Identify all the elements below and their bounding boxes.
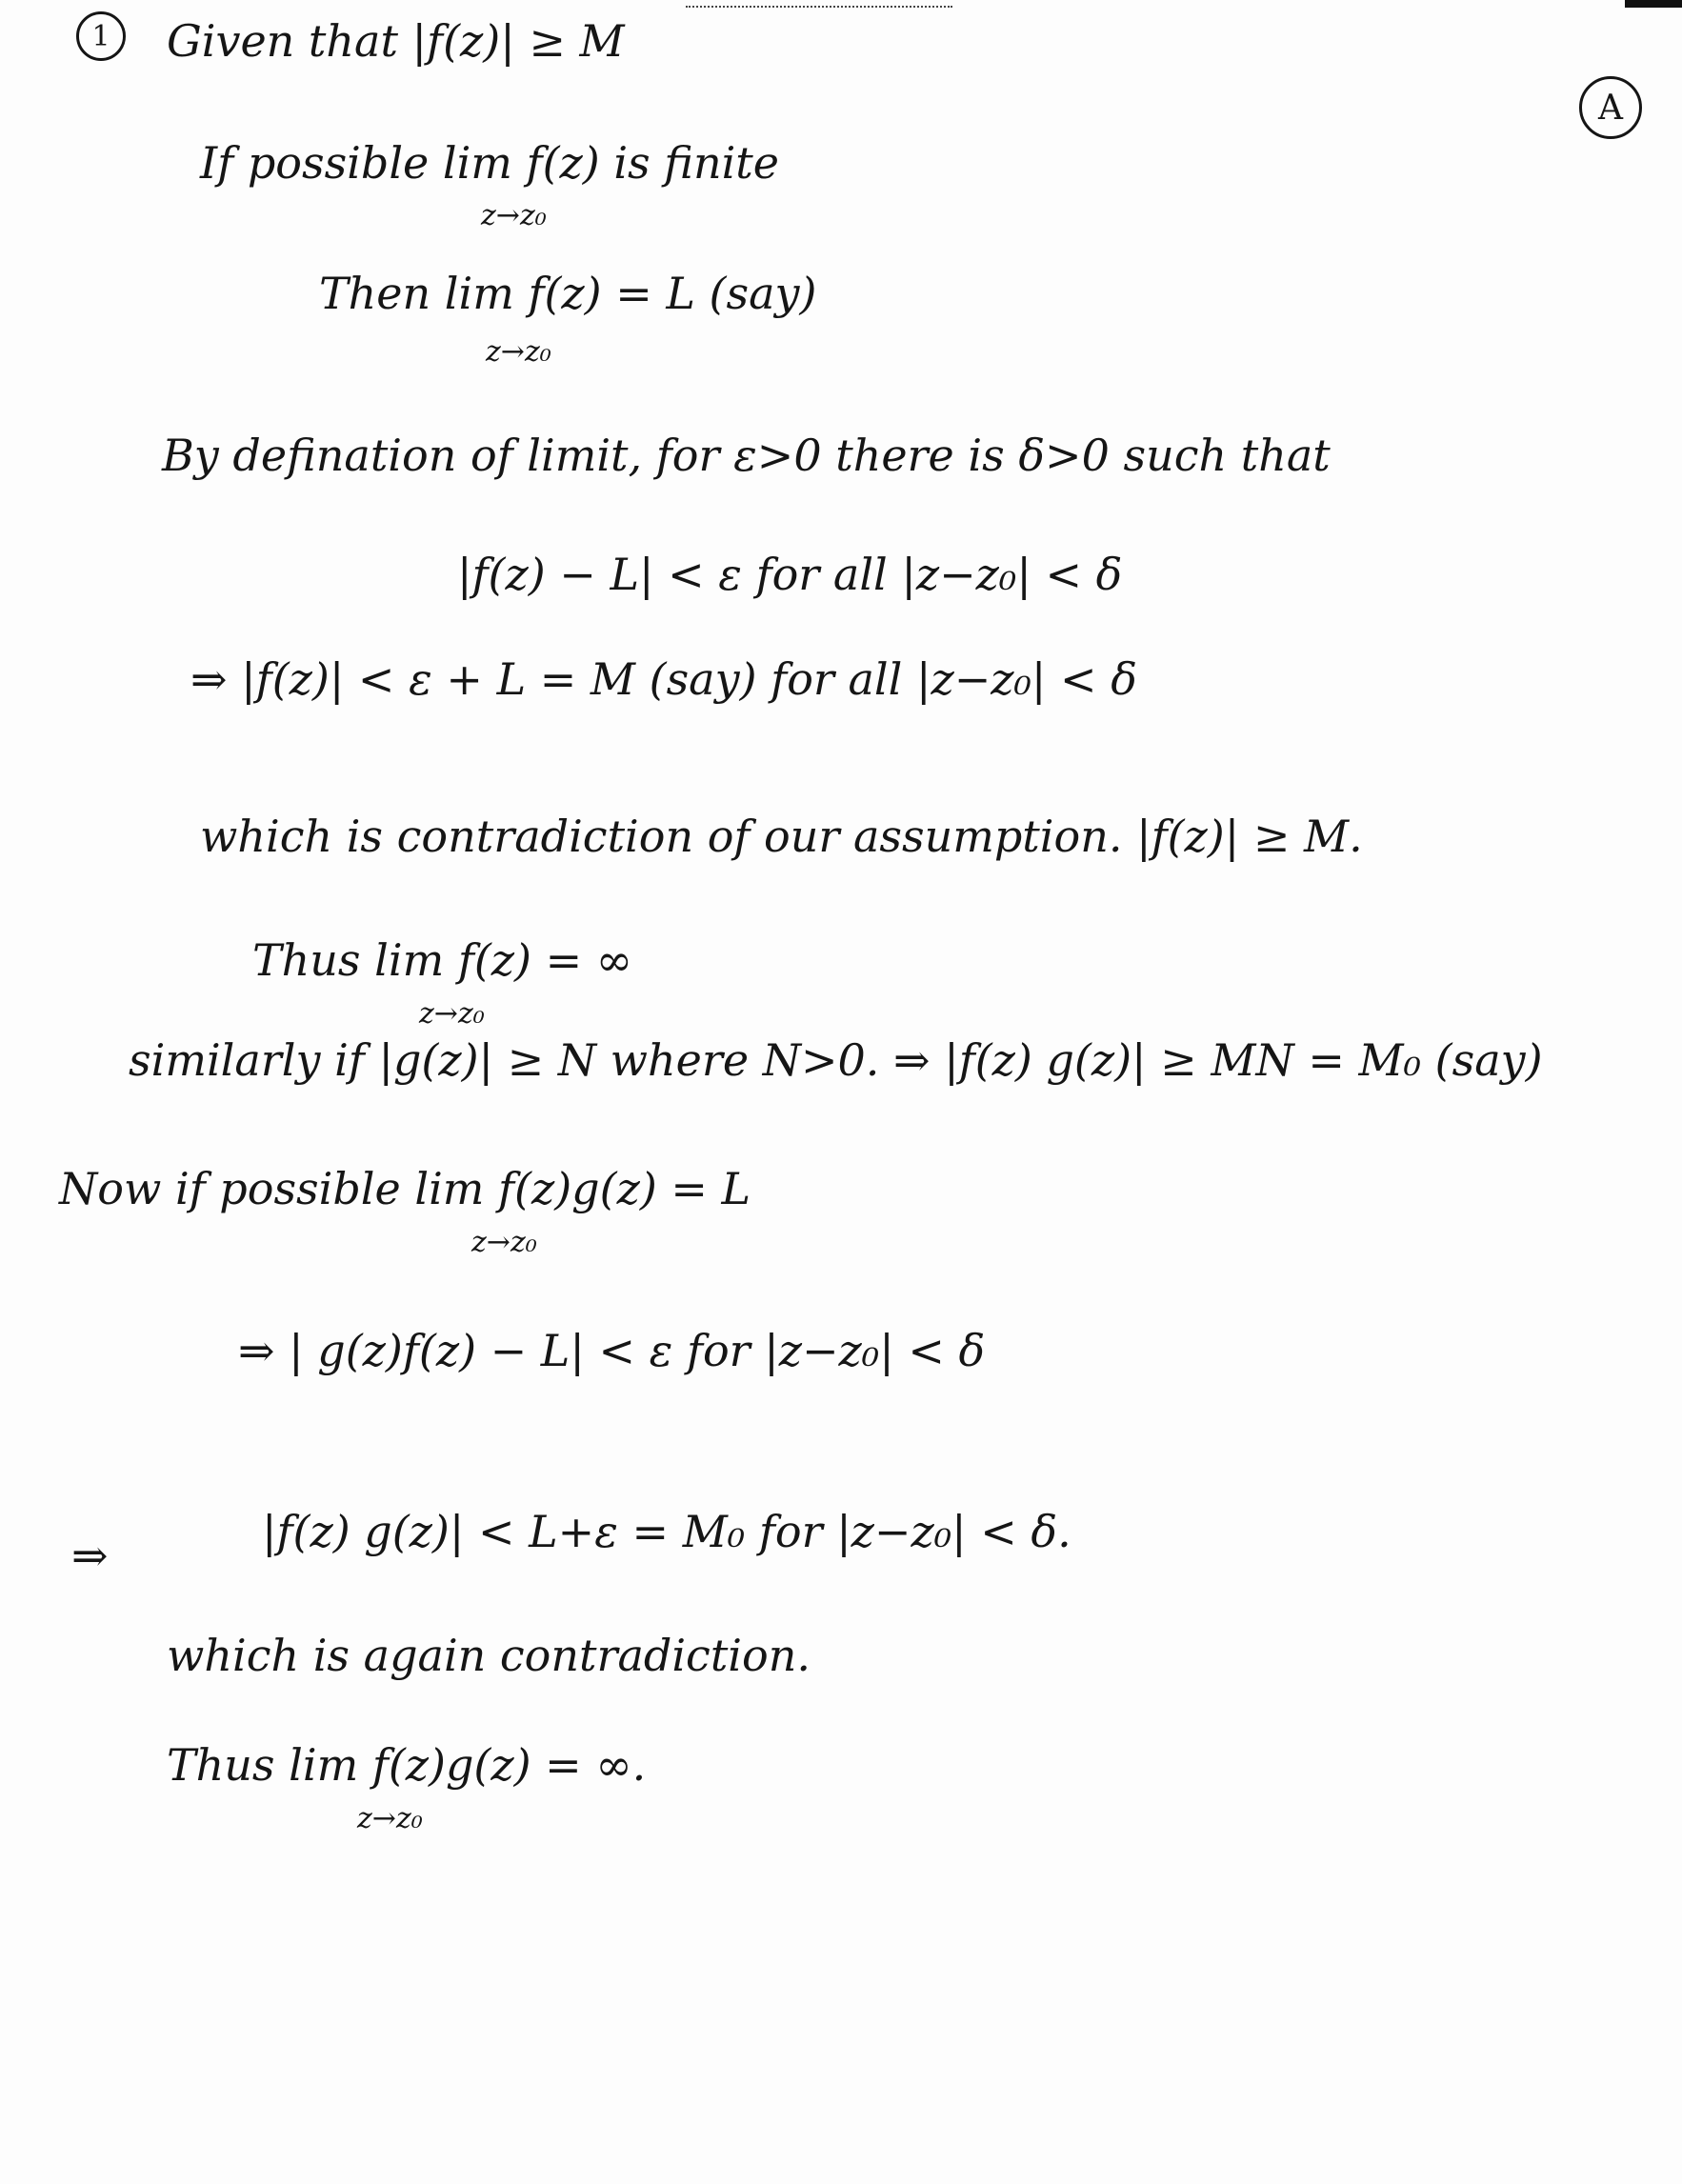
line-thus-2: Thus lim f(z)g(z) = ∞. (167, 1739, 647, 1791)
line-now-sub: z→z₀ (471, 1226, 537, 1259)
line-thus-1: Thus lim f(z) = ∞ (252, 934, 633, 986)
top-scribble (686, 0, 952, 8)
line-contradiction: which is contradiction of our assumption. |f(z)| ≥ M. (200, 811, 1363, 862)
line-thus-1-sub: z→z₀ (419, 997, 485, 1031)
line-implies: ⇒ |f(z)| < ε + L = M (say) for all |z−z₀| < δ (190, 653, 1137, 705)
question-number-badge: 1 (76, 11, 126, 61)
answer-label-badge: A (1579, 76, 1642, 139)
line-then: Then lim f(z) = L (say) (319, 268, 817, 319)
line-given: Given that |f(z)| ≥ M (167, 15, 625, 67)
line-arrow: ⇒ (71, 1530, 109, 1581)
line-if-possible-sub: z→z₀ (481, 199, 547, 232)
line-inequality: |f(z) − L| < ε for all |z−z₀| < δ (457, 549, 1123, 600)
line-ineq-2: ⇒ | g(z)f(z) − L| < ε for |z−z₀| < δ (238, 1325, 986, 1376)
line-then-sub: z→z₀ (486, 335, 551, 369)
line-if-possible: If possible lim f(z) is finite (200, 137, 779, 189)
line-thus-2-sub: z→z₀ (357, 1802, 423, 1835)
line-ineq-3: |f(z) g(z)| < L+ε = M₀ for |z−z₀| < δ. (262, 1506, 1071, 1557)
line-now: Now if possible lim f(z)g(z) = L (59, 1163, 751, 1214)
line-again: which is again contradiction. (167, 1630, 811, 1681)
corner-mark (1625, 0, 1682, 8)
line-similarly: similarly if |g(z)| ≥ N where N>0. ⇒ |f(z) g(z)| ≥ MN = M₀ (say) (129, 1034, 1543, 1086)
line-definition: By defination of limit, for ε>0 there is δ>0 such that (162, 430, 1331, 481)
